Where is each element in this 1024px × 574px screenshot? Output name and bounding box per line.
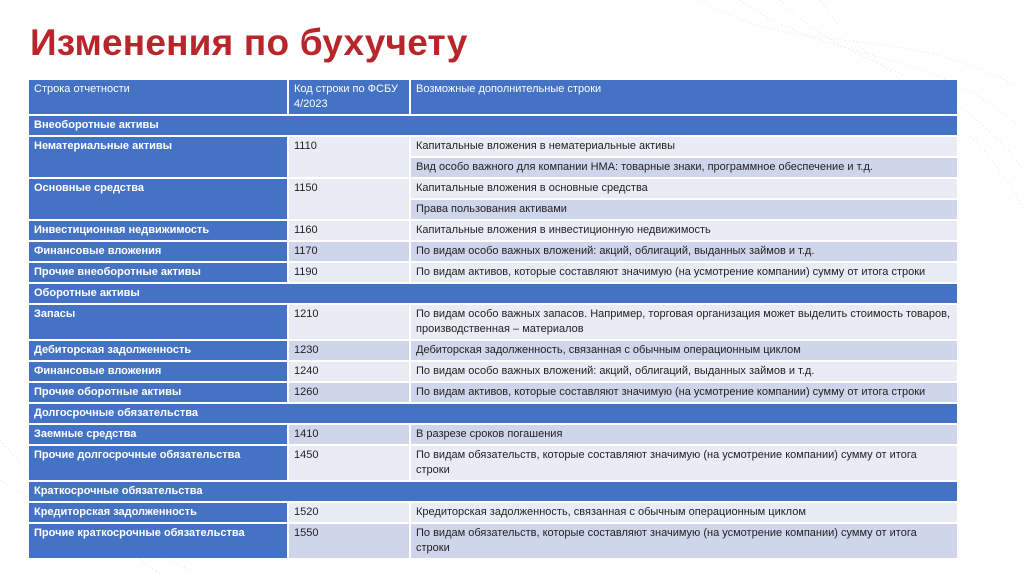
table-row [29, 305, 957, 339]
additional-line: По видам особо важных вложений: акций, облигаций, выданных займов и т.д. [411, 242, 957, 261]
report-line-name: Прочие внеоборотные активы [29, 263, 289, 282]
section-row [29, 116, 957, 135]
table-row [29, 263, 957, 282]
section-label: Внеоборотные активы [29, 116, 957, 135]
table-row [29, 425, 957, 444]
additional-line: Дебиторская задолженность, связанная с обычным операционным циклом [411, 341, 957, 360]
table-row [29, 179, 957, 198]
line-code: 1260 [289, 383, 411, 402]
additional-line: Кредиторская задолженность, связанная с обычным операционным циклом [411, 503, 957, 522]
section-row [29, 284, 957, 303]
table-row [29, 383, 957, 402]
line-code: 1550 [289, 524, 411, 558]
report-line-name: Прочие краткосрочные обязательства [29, 524, 289, 558]
accounting-changes-table [29, 78, 957, 560]
section-row [29, 404, 957, 423]
report-line-name: Финансовые вложения [29, 242, 289, 261]
additional-line: Капитальные вложения в нематериальные активы [411, 137, 957, 156]
slide-title: Изменения по бухучету [30, 22, 468, 63]
line-code: 1410 [289, 425, 411, 444]
report-line-name: Прочие оборотные активы [29, 383, 289, 402]
section-label: Оборотные активы [29, 284, 957, 303]
report-line-name: Кредиторская задолженность [29, 503, 289, 522]
additional-line: По видам особо важных вложений: акций, облигаций, выданных займов и т.д. [411, 362, 957, 381]
line-code: 1150 [289, 179, 411, 219]
header-additional-lines: Возможные дополнительные строки [411, 80, 957, 114]
additional-line: По видам обязательств, которые составляют значимую (на усмотрение компании) сумму от итога строки [411, 524, 957, 558]
line-code: 1160 [289, 221, 411, 240]
report-line-name: Заемные средства [29, 425, 289, 444]
table-row [29, 446, 957, 480]
additional-line: Вид особо важного для компании НМА: товарные знаки, программное обеспечение и т.д. [411, 158, 957, 177]
line-code: 1110 [289, 137, 411, 177]
additional-line: Права пользования активами [411, 200, 957, 219]
additional-line: По видам особо важных запасов. Например, торговая организация может выделить стоимость товаров, производственная – материалов [411, 305, 957, 339]
table-row [29, 362, 957, 381]
additional-line: По видам активов, которые составляют значимую (на усмотрение компании) сумму от итога строки [411, 383, 957, 402]
header-line-code: Код строки по ФСБУ 4/2023 [289, 80, 411, 114]
report-line-name: Инвестиционная недвижимость [29, 221, 289, 240]
report-line-name: Дебиторская задолженность [29, 341, 289, 360]
table-header-row [29, 80, 957, 114]
report-line-name: Прочие долгосрочные обязательства [29, 446, 289, 480]
report-line-name: Нематериальные активы [29, 137, 289, 177]
table-row [29, 341, 957, 360]
additional-line: По видам активов, которые составляют значимую (на усмотрение компании) сумму от итога строки [411, 263, 957, 282]
line-code: 1520 [289, 503, 411, 522]
table-row [29, 242, 957, 261]
line-code: 1210 [289, 305, 411, 339]
report-line-name: Запасы [29, 305, 289, 339]
line-code: 1240 [289, 362, 411, 381]
table-row [29, 503, 957, 522]
header-report-line: Строка отчетности [29, 80, 289, 114]
section-row [29, 482, 957, 501]
report-line-name: Основные средства [29, 179, 289, 219]
table-row [29, 137, 957, 156]
section-label: Долгосрочные обязательства [29, 404, 957, 423]
additional-line: По видам обязательств, которые составляют значимую (на усмотрение компании) сумму от итога строки [411, 446, 957, 480]
line-code: 1450 [289, 446, 411, 480]
section-label: Краткосрочные обязательства [29, 482, 957, 501]
line-code: 1190 [289, 263, 411, 282]
line-code: 1170 [289, 242, 411, 261]
line-code: 1230 [289, 341, 411, 360]
table-row [29, 221, 957, 240]
additional-line: Капитальные вложения в основные средства [411, 179, 957, 198]
additional-line: В разрезе сроков погашения [411, 425, 957, 444]
table-row [29, 524, 957, 558]
additional-line: Капитальные вложения в инвестиционную недвижимость [411, 221, 957, 240]
report-line-name: Финансовые вложения [29, 362, 289, 381]
